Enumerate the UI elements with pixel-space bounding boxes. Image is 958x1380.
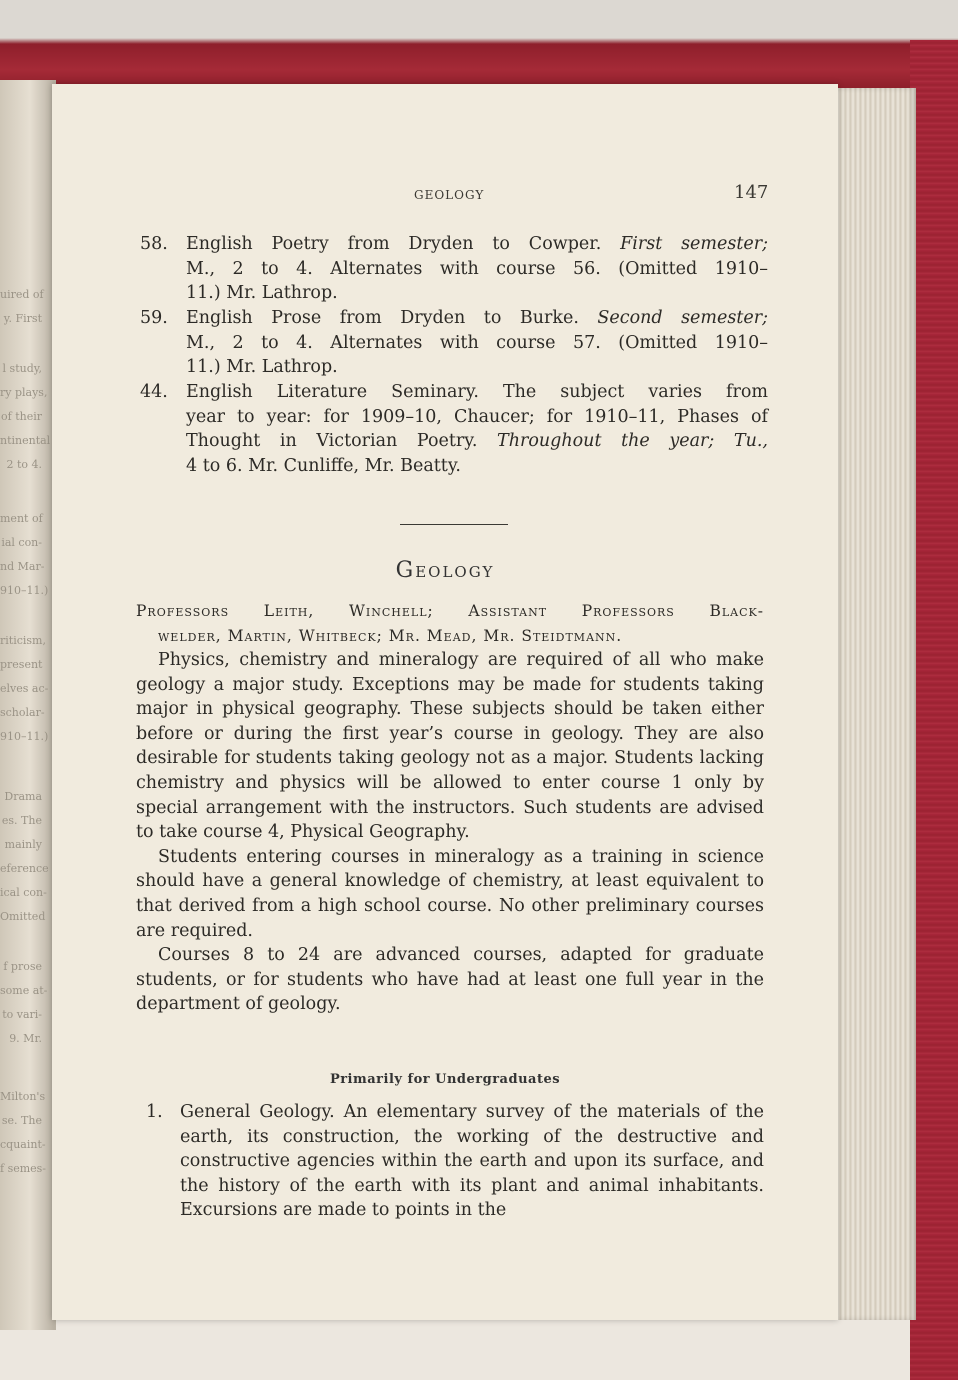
- facing-page-text: scholar-: [0, 706, 45, 719]
- facing-page-text: f prose: [3, 960, 42, 973]
- section-divider: [400, 524, 508, 525]
- page-edges: [832, 88, 916, 1320]
- section-title: Geology: [395, 558, 495, 583]
- subheading: Primarily for Undergraduates: [329, 1072, 561, 1087]
- course-term: Throughout the year; Tu.,: [497, 431, 768, 452]
- facing-page-text: present: [0, 658, 43, 671]
- facing-page-text: f semes-: [0, 1162, 47, 1175]
- facing-page-text: cquaint-: [0, 1138, 46, 1151]
- course-instructor: 4 to 6. Mr. Cunliffe, Mr. Beatty.: [186, 455, 461, 476]
- facing-page-text: 910–11.): [0, 730, 49, 743]
- course-details: M., 2 to 4. Alternates with course 57. (Omitted 1910–: [186, 332, 768, 353]
- facing-page-text: y. First: [3, 312, 42, 325]
- course-description: [186, 306, 768, 380]
- course-description: [186, 380, 768, 478]
- course-number: 1.: [146, 1102, 163, 1122]
- facing-page-text: of their: [1, 410, 42, 423]
- running-head: GEOLOGY: [414, 188, 485, 202]
- course-term: Second semester;: [597, 308, 769, 328]
- course-number: 59.: [140, 308, 168, 328]
- facing-page-text: to vari-: [2, 1008, 42, 1021]
- facing-page-text: eference: [0, 862, 49, 875]
- facing-page-text: mainly: [4, 838, 42, 851]
- section-intro: [136, 648, 764, 1017]
- faculty-list: [136, 599, 764, 648]
- facing-page: [0, 80, 56, 1330]
- facing-page-text: ment of: [0, 512, 43, 525]
- facing-page-text: se. The: [1, 1114, 42, 1127]
- course-description: [186, 232, 768, 306]
- page-number: 147: [734, 182, 769, 203]
- facing-page-text: ical con-: [0, 886, 47, 899]
- course-details: Thought in Victorian Poetry.: [186, 431, 498, 452]
- facing-page-text: 2 to 4.: [6, 458, 42, 471]
- paragraph: Students entering courses in mineralogy as a training in science should have a general knowledge of chemistry, at least equivalent to that derived from a high school course. No other preliminary courses are required.: [136, 846, 764, 941]
- facing-page-text: l study,: [2, 362, 42, 375]
- faculty-line: Professors Leith, Winchell; Assistant Professors Black-: [136, 602, 764, 620]
- facing-page-text: Omitted: [0, 910, 46, 923]
- facing-page-text: Milton's: [0, 1090, 46, 1103]
- course-title: English Literature Seminary. The subject varies from: [186, 382, 768, 402]
- facing-page-text: ial con-: [1, 536, 42, 549]
- facing-page-text: uired of: [0, 288, 44, 301]
- facing-page-text: 910–11.): [0, 584, 49, 597]
- facing-page-text: riticism,: [0, 634, 46, 647]
- course-instructor: 11.) Mr. Lathrop.: [186, 357, 338, 378]
- paragraph: Courses 8 to 24 are advanced courses, adapted for graduate students, or for students who have had at least one full year in the department of geology.: [136, 945, 764, 1015]
- facing-page-text: some at-: [0, 984, 48, 997]
- facing-page-text: ry plays,: [0, 386, 48, 399]
- course-title: English Poetry from Dryden to Cowper.: [186, 234, 621, 254]
- course-number: 58.: [140, 234, 168, 254]
- facing-page-text: es. The: [1, 814, 42, 827]
- course-instructor: 11.) Mr. Lathrop.: [186, 283, 338, 304]
- course-text: General Geology. An elementary survey of the materials of the earth, its construction, the working of the destructive and constructive agencies within the earth and upon its surface, and the history of the earth with its plant and animal inhabitants. Excursions are made to points in the: [180, 1102, 764, 1221]
- course-description: [180, 1100, 764, 1223]
- facing-page-text: ntinental: [0, 434, 51, 447]
- course-term: First semester;: [620, 234, 768, 254]
- book-page: [52, 84, 838, 1320]
- facing-page-text: 9. Mr.: [9, 1032, 42, 1045]
- facing-page-text: elves ac-: [0, 682, 49, 695]
- course-number: 44.: [140, 382, 168, 402]
- course-details: year to year: for 1909–10, Chaucer; for 1910–11, Phases of: [186, 406, 768, 427]
- course-details: M., 2 to 4. Alternates with course 56. (Omitted 1910–: [186, 258, 768, 279]
- book-cover-right: [910, 40, 958, 1380]
- faculty-line: welder, Martin, Whitbeck; Mr. Mead, Mr. Steidtmann.: [158, 626, 623, 645]
- facing-page-text: Drama: [4, 790, 42, 803]
- facing-page-text: nd Mar-: [0, 560, 45, 573]
- course-title: English Prose from Dryden to Burke.: [186, 308, 598, 328]
- page-header: [52, 182, 838, 206]
- paragraph: Physics, chemistry and mineralogy are required of all who make geology a major study. Exceptions may be made for students taking major in physical geography. These subjects should be taken either before or during the first year’s course in geology. They are also desirable for students taking geology not as a major. Students lacking chemistry and physics will be allowed to enter course 1 only by special arrangement with the instructors. Such students are advised to take course 4, Physical Geography.: [136, 650, 764, 843]
